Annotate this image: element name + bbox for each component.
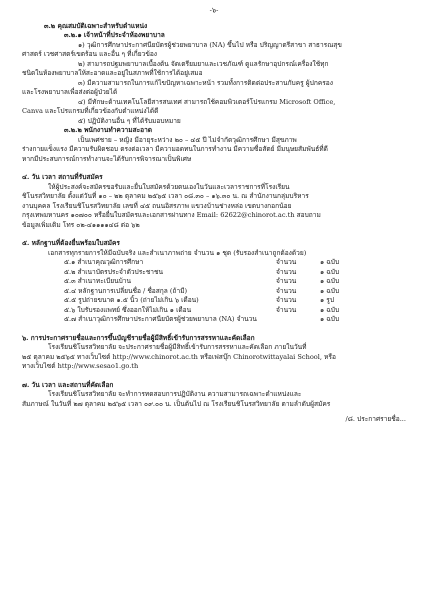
s321-item-3b: และโรงพยาบาลเพื่อส่งต่อผู้ป่วยได้ [22, 88, 118, 96]
sec4-line-4: กรุงเทพมหานคร ๑๐๗๐๐ หรือยื่นใบสมัครและเอกสารผ่านทาง Email: 62622@chinorot.ac.th สอบถาม [22, 211, 321, 219]
section-3-2-1-title: ๓.๒.๑ เจ้าหน้าที่ประจำห้องพยาบาล [64, 31, 165, 39]
s322-line-2: ร่างกายแข็งแรง มีความรับผิดชอบ ตรงต่อเวลา มีความอดทนในการทำงาน มีความซื่อสัตย์ มีมนุษยสัมพันธ์ที่ดี [22, 145, 328, 153]
sec7-line-1: โรงเรียนชิโนรสวิทยาลัย จะทำการทดสอบการปฏิบัติงาน ความสามารถเฉพาะตำแหน่งและ [48, 390, 302, 398]
section-6-title: ๖. การประกาศรายชื่อและการขึ้นบัญชีรายชื่อผู้มีสิทธิ์เข้ารับการสรรหาและคัดเลือก [22, 333, 255, 342]
s321-item-5: ๕) ปฏิบัติงานอื่น ๆ ที่ได้รับมอบหมาย [78, 116, 181, 125]
section-3-2-2-title: ๓.๒.๒ พนักงานทำความสะอาด [64, 126, 153, 134]
document-item [22, 306, 406, 316]
documents-list [22, 258, 406, 325]
document-item [22, 287, 406, 297]
document-item [22, 296, 406, 306]
section-7-title: ๗. วัน เวลา และสถานที่คัดเลือก [22, 380, 114, 389]
footer-continue: /๘. ประกาศรายชื่อ... [345, 415, 406, 423]
document-item-unit: ๑ ฉบับ [320, 305, 340, 314]
document-item-qty-label: จำนวน [276, 305, 297, 314]
document-item-text: ๕.๒ สำเนาบัตรประจำตัวประชาชน [64, 267, 163, 276]
document-item-unit: ๑ ฉบับ [320, 315, 340, 323]
sec4-line-1: ให้ผู้ประสงค์จะสมัครขอรับและยื่นใบสมัครด้วยตนเองในวันและเวลาราชการที่โรงเรียน [48, 182, 290, 191]
section-4-title: ๔. วัน เวลา สถานที่รับสมัคร [22, 173, 103, 181]
document-item-qty-label: จำนวน [276, 296, 297, 304]
s321-item-1a: ๑) วุฒิการศึกษาประกาศนียบัตรผู้ช่วยพยาบาล (NA) ขึ้นไป หรือ ปริญญาตรีสาขา สาธารณสุข [78, 40, 342, 49]
s322-line-1: เป็นเพศชาย – หญิง มีอายุระหว่าง ๒๐ – ๔๕ ปี ไม่จำกัดวุฒิการศึกษา มีสุขภาพ [78, 135, 297, 144]
sec4-line-3: งานบุคคล โรงเรียนชิโนรสวิทยาลัย เลขที่ ๔๕ ถนนอิสรภาพ แขวงบ้านช่างหล่อ เขตบางกอกน้อย [22, 201, 292, 210]
document-item-qty-label: จำนวน [276, 286, 297, 295]
s321-item-4b: Canva และโปรแกรมที่เกี่ยวข้องกับตำแหน่งได้ดี [22, 107, 159, 115]
s321-item-3a: ๓) มีความสามารถในการแก้ไขปัญหาเฉพาะหน้า รวมทั้งการติดต่อประสานกับครู ผู้ปกครอง [78, 78, 333, 87]
sec6-line-2: ๒๕ ตุลาคม ๒๕๖๕ ทางเว็บไซต์ http://www.chinorot.ac.th หรือเฟสบุ๊ก Chinorotwittayalai School, หรือ [22, 352, 336, 361]
sec6-line-3: ทางเว็บไซต์ http://www.sesao1.go.th [22, 362, 139, 370]
s321-item-2a: ๒) สามารถปฐมพยาบาลเบื้องต้น จัดเตรียมยาและเวชภัณฑ์ ดูแลรักษาอุปกรณ์เครื่องใช้ทุก [78, 59, 329, 68]
document-item [22, 315, 406, 325]
section-3-2-title: ๓.๒ คุณสมบัติเฉพาะสำหรับตำแหน่ง [44, 21, 148, 30]
document-item-qty-label: จำนวน [276, 258, 297, 266]
document-item-text: ๕.๗ สำเนาวุฒิการศึกษาประกาศนียบัตรผู้ช่วยพยาบาล (NA) จำนวน [64, 315, 257, 323]
document-item [22, 277, 406, 287]
sec6-line-1: โรงเรียนชิโนรสวิทยาลัย จะประกาศรายชื่อผู้มีสิทธิ์เข้ารับการสรรหาและคัดเลือก ภายในวันที่ [48, 343, 307, 351]
document-item [22, 258, 406, 268]
sec7-line-2: สัมภาษณ์ ในวันที่ ๒๗ ตุลาคม ๒๕๖๕ เวลา ๐๙.๐๐ น. เป็นต้นไป ณ โรงเรียนชิโนรสวิทยาลัย ตามลำดับผู้สมัคร [22, 399, 331, 408]
document-item-unit: ๑ ฉบับ [320, 258, 340, 266]
s321-item-2b: ชนิดในห้องพยาบาลให้สะอาดและอยู่ในสภาพที่ใช้การได้อยู่เสมอ [22, 69, 203, 77]
document-item-qty-label: จำนวน [276, 277, 297, 285]
page-number: -๖- [209, 6, 219, 14]
sec4-line-2: ชิโนรสวิทยาลัย ตั้งแต่วันที่ ๑๐ – ๒๒ ตุลาคม ๒๕๖๕ เวลา ๐๘.๓๐ – ๑๖.๓๐ น. ณ สำนักงานกลุ่มบริหาร [22, 192, 309, 200]
document-item-unit: ๑ ฉบับ [320, 286, 340, 295]
document-item [22, 268, 406, 278]
document-item-unit: ๑ รูป [320, 296, 335, 304]
s321-item-1b: ศาสตร์ เวชศาสตร์เขตร้อน และอื่น ๆ ที่เกี่ยวข้อง [22, 50, 158, 58]
section-5-title: ๕. หลักฐานที่ต้องยื่นพร้อมใบสมัคร [22, 239, 120, 247]
document-item-unit: ๑ ฉบับ [320, 277, 340, 285]
sec4-line-5: ข้อมูลเพิ่มเติม โทร ๐๒-๔๑๑๑๑๔๘ ต่อ ๖๒ [22, 220, 140, 229]
document-item-unit: ๑ ฉบับ [320, 267, 340, 276]
document-item-text: ๕.๑ สำเนาคุณวุฒิการศึกษา [64, 258, 144, 266]
document-item-text: ๕.๔ หลักฐานการเปลี่ยนชื่อ / ชื่อสกุล (ถ้ามี) [64, 286, 188, 295]
document-item-text: ๕.๖ ใบรับรองแพทย์ ซึ่งออกให้ไม่เกิน ๑ เดือน [64, 305, 192, 314]
document-item-qty-label: จำนวน [276, 267, 297, 276]
s322-line-3: หากมีประสบการณ์การทำงานจะได้รับการพิจารณาเป็นพิเศษ [22, 154, 192, 163]
s321-item-4a: ๔) มีทักษะด้านเทคโนโลยีสารสนเทศ สามารถใช้คอมพิวเตอร์โปรแกรม Microsoft Office, [78, 97, 336, 106]
document-item-text: ๕.๓ สำเนาทะเบียนบ้าน [64, 277, 131, 285]
document-item-text: ๕.๕ รูปถ่ายขนาด ๑.๕ นิ้ว (ถ่ายไม่เกิน ๖ เดือน) [64, 296, 199, 304]
sec5-intro: เอกสารทุกรายการให้มีฉบับจริง และสำเนาภาพถ่าย จำนวน ๑ ชุด (รับรองสำเนาถูกต้องด้วย) [48, 248, 307, 257]
